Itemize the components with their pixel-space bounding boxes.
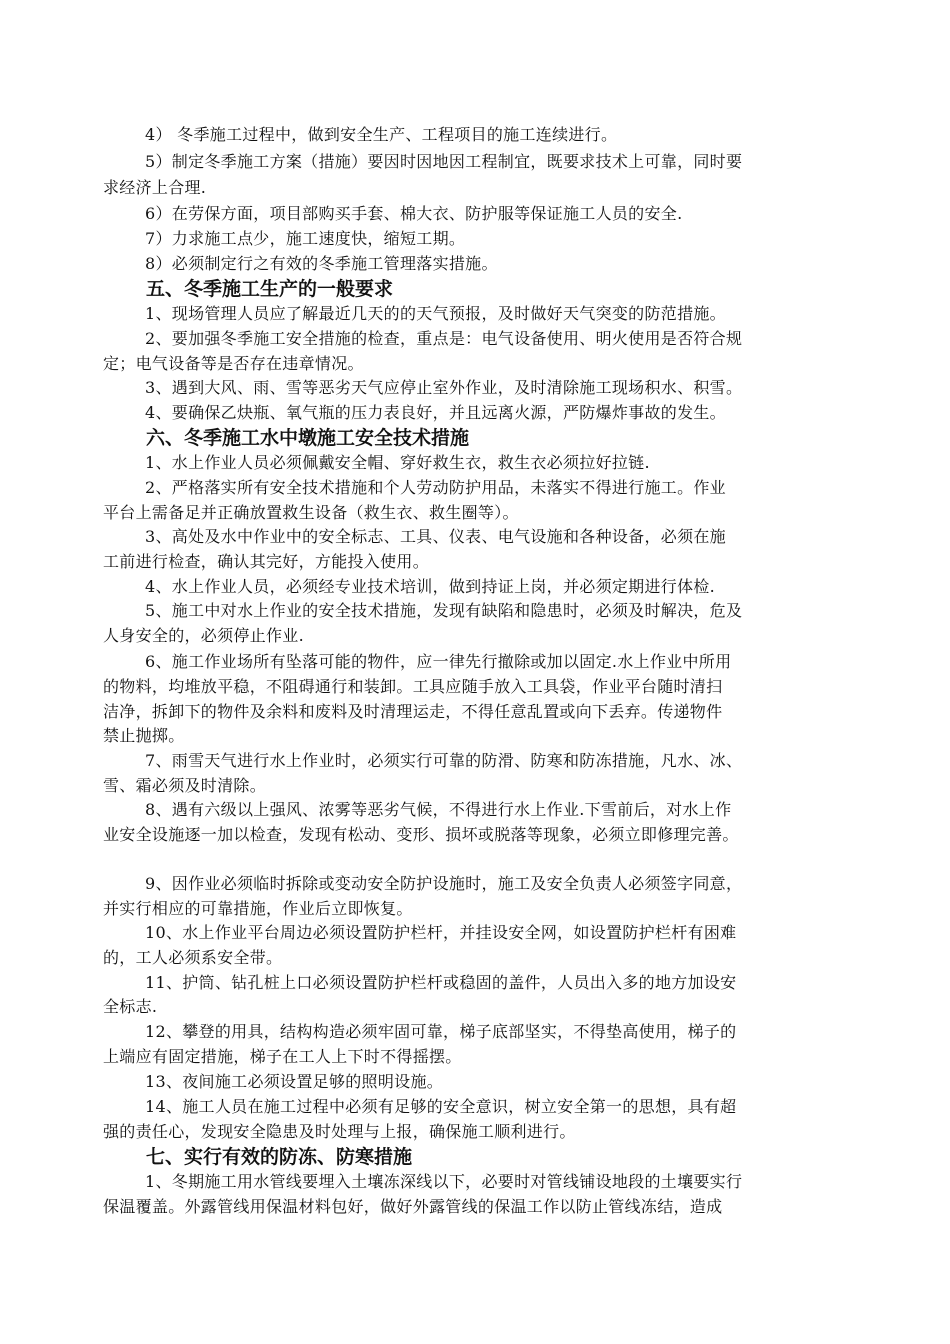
paragraph-line: 1、现场管理人员应了解最近几天的的天气预报，及时做好天气突变的防范措施。 — [145, 304, 726, 323]
paragraph-line: 全标志. — [103, 997, 158, 1016]
paragraph-line: 8、遇有六级以上强风、浓雾等恶劣气候，不得进行水上作业.下雪前后，对水上作 — [145, 800, 732, 819]
paragraph-line: 7）力求施工点少，施工速度快，缩短工期。 — [145, 229, 466, 248]
paragraph-line: 1、水上作业人员必须佩戴安全帽、穿好救生衣，救生衣必须拉好拉链. — [145, 453, 650, 472]
paragraph-line: 上端应有固定措施，梯子在工人上下时不得摇摆。 — [103, 1047, 462, 1066]
section-heading: 六、冬季施工水中墩施工安全技术措施 — [146, 427, 470, 449]
paragraph-line: 平台上需备足并正确放置救生设备（救生衣、救生圈等）。 — [103, 503, 519, 522]
paragraph-line: 3、遇到大风、雨、雪等恶劣天气应停止室外作业，及时清除施工现场积水、积雪。 — [145, 378, 743, 397]
section-heading: 七、实行有效的防冻、防寒措施 — [146, 1146, 413, 1168]
paragraph-line: 的，工人必须系安全带。 — [103, 948, 283, 967]
paragraph-line: 雪、霜必须及时清除。 — [103, 776, 267, 795]
section-heading: 五、冬季施工生产的一般要求 — [146, 278, 394, 300]
paragraph-line: 10、水上作业平台周边必须设置防护栏杆，并挂设安全网，如设置防护栏杆有困难 — [145, 923, 737, 942]
paragraph-line: 5）制定冬季施工方案（措施）要因时因地因工程制宜，既要求技术上可靠，同时要 — [145, 152, 743, 171]
paragraph-line: 6、施工作业场所有坠落可能的物件，应一律先行撤除或加以固定.水上作业中所用 — [145, 652, 732, 671]
paragraph-line: 6）在劳保方面，项目部购买手套、棉大衣、防护服等保证施工人员的安全. — [145, 204, 683, 223]
paragraph-line: 保温覆盖。外露管线用保温材料包好，做好外露管线的保温工作以防止管线冻结，造成 — [103, 1197, 723, 1216]
paragraph-line: 工前进行检查，确认其完好，方能投入使用。 — [103, 552, 430, 571]
paragraph-line: 的物料，均堆放平稳，不阻碍通行和装卸。工具应随手放入工具袋，作业平台随时清扫 — [103, 677, 723, 696]
paragraph-line: 4） 冬季施工过程中，做到安全生产、工程项目的施工连续进行。 — [145, 125, 618, 144]
paragraph-line: 禁止抛掷。 — [103, 726, 185, 745]
paragraph-line: 4、水上作业人员，必须经专业技术培训，做到持证上岗，并必须定期进行体检. — [145, 577, 716, 596]
paragraph-line: 8）必须制定行之有效的冬季施工管理落实措施。 — [145, 254, 498, 273]
paragraph-line: 11、护筒、钻孔桩上口必须设置防护栏杆或稳固的盖件，人员出入多的地方加设安 — [145, 973, 737, 992]
paragraph-line: 强的责任心，发现安全隐患及时处理与上报，确保施工顺利进行。 — [103, 1122, 576, 1141]
paragraph-line: 14、施工人员在施工过程中必须有足够的安全意识，树立安全第一的思想，具有超 — [145, 1097, 737, 1116]
paragraph-line: 3、高处及水中作业中的安全标志、工具、仪表、电气设施和各种设备，必须在施 — [145, 527, 726, 546]
paragraph-line: 洁净，拆卸下的物件及余料和废料及时清理运走，不得任意乱置或向下丢弃。传递物件 — [103, 702, 723, 721]
paragraph-line: 1、冬期施工用水管线要埋入土壤冻深线以下，必要时对管线铺设地段的土壤要实行 — [145, 1172, 743, 1191]
paragraph-line: 求经济上合理. — [103, 178, 207, 197]
paragraph-line: 业安全设施逐一加以检查，发现有松动、变形、损坏或脱落等现象，必须立即修理完善。 — [103, 825, 739, 844]
paragraph-line: 2、要加强冬季施工安全措施的检查，重点是：电气设备使用、明火使用是否符合规 — [145, 329, 743, 348]
paragraph-line: 人身安全的，必须停止作业. — [103, 626, 304, 645]
paragraph-line: 2、严格落实所有安全技术措施和个人劳动防护用品，未落实不得进行施工。作业 — [145, 478, 726, 497]
paragraph-line: 9、因作业必须临时拆除或变动安全防护设施时，施工及安全负责人必须签字同意， — [145, 874, 743, 893]
paragraph-line: 并实行相应的可靠措施，作业后立即恢复。 — [103, 899, 413, 918]
paragraph-line: 12、攀登的用具，结构构造必须牢固可靠，梯子底部坚实，不得垫高使用，梯子的 — [145, 1022, 737, 1041]
paragraph-line: 定；电气设备等是否存在违章情况。 — [103, 354, 364, 373]
paragraph-line: 7、雨雪天气进行水上作业时，必须实行可靠的防滑、防寒和防冻措施，凡水、冰、 — [145, 751, 743, 770]
paragraph-line: 5、施工中对水上作业的安全技术措施，发现有缺陷和隐患时，必须及时解决，危及 — [145, 601, 743, 620]
paragraph-line: 4、要确保乙炔瓶、氧气瓶的压力表良好，并且远离火源，严防爆炸事故的发生。 — [145, 403, 726, 422]
paragraph-line: 13、夜间施工必须设置足够的照明设施。 — [145, 1072, 444, 1091]
